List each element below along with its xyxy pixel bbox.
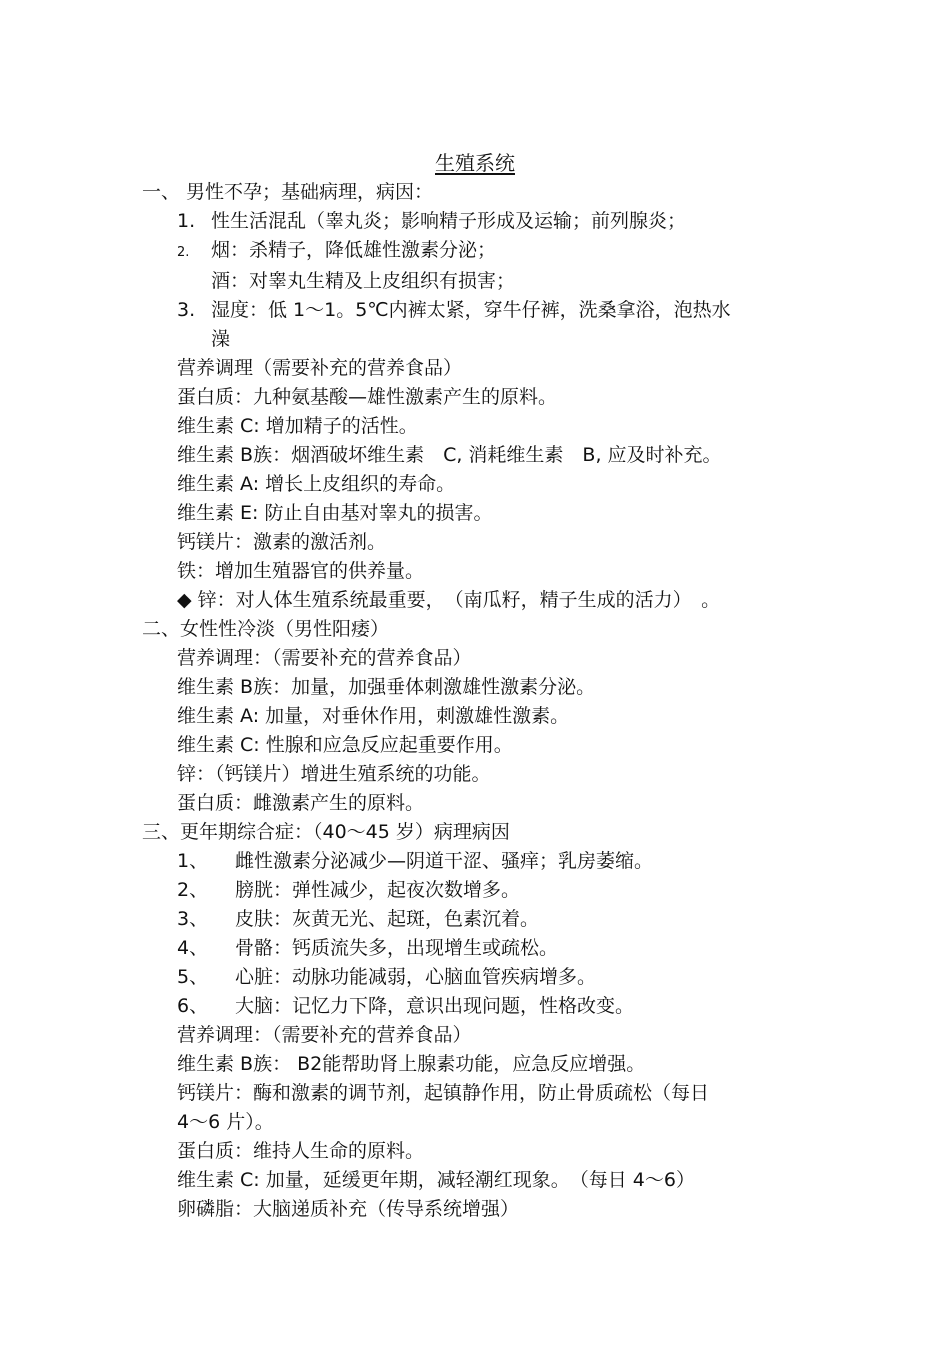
- nutrition-line: 维生素 B族： B2能帮助肾上腺素功能，应急反应增强。: [177, 1053, 646, 1075]
- item-text: 酒：对睾丸生精及上皮组织有损害；: [211, 270, 516, 292]
- section-1-nutrition-heading: 营养调理（需要补充的营养食品）: [177, 357, 463, 379]
- nutrition-line: 钙镁片：激素的激活剂。: [177, 531, 387, 553]
- nutrition-line: 蛋白质：九种氨基酸—雄性激素产生的原料。: [177, 386, 558, 408]
- section-3-item: [0, 934, 950, 963]
- section-1-item: [0, 236, 950, 267]
- section-3-item: [0, 992, 950, 1021]
- item-text: 膀胱：弹性减少，起夜次数增多。: [235, 879, 521, 901]
- nutrition-line: 锌：（钙镁片）增进生殖系统的功能。: [177, 763, 491, 785]
- item-text: 澡: [211, 328, 231, 350]
- section-1-item: [0, 296, 950, 325]
- nutrition-line: 维生素 B族：加量，加强垂体刺激雄性激素分泌。: [177, 676, 596, 698]
- nutrition-line: 卵磷脂：大脑递质补充（传导系统增强）: [177, 1198, 520, 1220]
- section-1-heading: 一、 男性不孕；基础病理，病因：: [142, 181, 434, 203]
- nutrition-line: 蛋白质：维持人生命的原料。: [177, 1140, 425, 1162]
- nutrition-line: 钙镁片：酶和激素的调节剂，起镇静作用，防止骨质疏松（每日: [177, 1082, 710, 1104]
- section-1-item: [0, 325, 950, 354]
- item-number: 3、: [177, 908, 209, 930]
- item-number: 5、: [177, 966, 209, 988]
- nutrition-line: 蛋白质：雌激素产生的原料。: [177, 792, 425, 814]
- section-3-item: [0, 876, 950, 905]
- item-text: 大脑：记忆力下降，意识出现问题，性格改变。: [235, 995, 635, 1017]
- nutrition-line: 维生素 A: 增长上皮组织的寿命。: [177, 473, 456, 495]
- item-text: 湿度：低 1～1。5℃内裤太紧，穿牛仔裤，洗桑拿浴，泡热水: [211, 299, 731, 321]
- nutrition-line-highlight: ◆ 锌：对人体生殖系统最重要， （南瓜籽，精子生成的活力） 。: [177, 589, 721, 611]
- item-number: 2.: [177, 245, 190, 260]
- item-text: 皮肤：灰黄无光、起斑，色素沉着。: [235, 908, 540, 930]
- section-3-item: [0, 847, 950, 876]
- item-number: 1、: [177, 850, 209, 872]
- section-1-item: [0, 267, 950, 296]
- item-text: 骨骼：钙质流失多，出现增生或疏松。: [235, 937, 559, 959]
- section-3-heading: 三、更年期综合症：（40～45 岁）病理病因: [142, 821, 510, 843]
- nutrition-line: 4～6 片）。: [177, 1111, 274, 1133]
- nutrition-line: 维生素 C: 加量，延缓更年期，减轻潮红现象。 （每日 4～6）: [177, 1169, 695, 1191]
- page-title: [0, 150, 950, 176]
- item-text: 性生活混乱（睾丸炎；影响精子形成及运输；前列腺炎；: [211, 210, 687, 232]
- section-1-item: [0, 207, 950, 236]
- page-title-text: 生殖系统: [435, 151, 515, 175]
- section-3-item: [0, 963, 950, 992]
- item-number: 2、: [177, 879, 209, 901]
- section-3-item: [0, 905, 950, 934]
- item-text: 雌性激素分泌减少—阴道干涩、骚痒；乳房萎缩。: [235, 850, 654, 872]
- nutrition-line: 维生素 C: 性腺和应急反应起重要作用。: [177, 734, 513, 756]
- section-2-nutrition-heading: 营养调理：（需要补充的营养食品）: [177, 647, 472, 669]
- nutrition-line: 维生素 C: 增加精子的活性。: [177, 415, 418, 437]
- item-text: 烟：杀精子，降低雄性激素分泌；: [211, 239, 497, 261]
- item-number: 1.: [177, 210, 196, 232]
- nutrition-line: 铁：增加生殖器官的供养量。: [177, 560, 425, 582]
- item-number: 3.: [177, 299, 196, 321]
- nutrition-line: 维生素 A: 加量，对垂休作用，刺激雄性激素。: [177, 705, 570, 727]
- nutrition-line: 维生素 E: 防止自由基对睾丸的损害。: [177, 502, 493, 524]
- section-2-heading: 二、女性性冷淡（男性阳痿）: [142, 618, 390, 640]
- item-text: 心脏：动脉功能减弱，心脑血管疾病增多。: [235, 966, 597, 988]
- nutrition-line: 维生素 B族：烟酒破坏维生素 C, 消耗维生素 B, 应及时补充。: [177, 444, 722, 466]
- item-number: 4、: [177, 937, 209, 959]
- section-3-nutrition-heading: 营养调理：（需要补充的营养食品）: [177, 1024, 472, 1046]
- item-number: 6、: [177, 995, 209, 1017]
- document-body: [0, 178, 950, 1224]
